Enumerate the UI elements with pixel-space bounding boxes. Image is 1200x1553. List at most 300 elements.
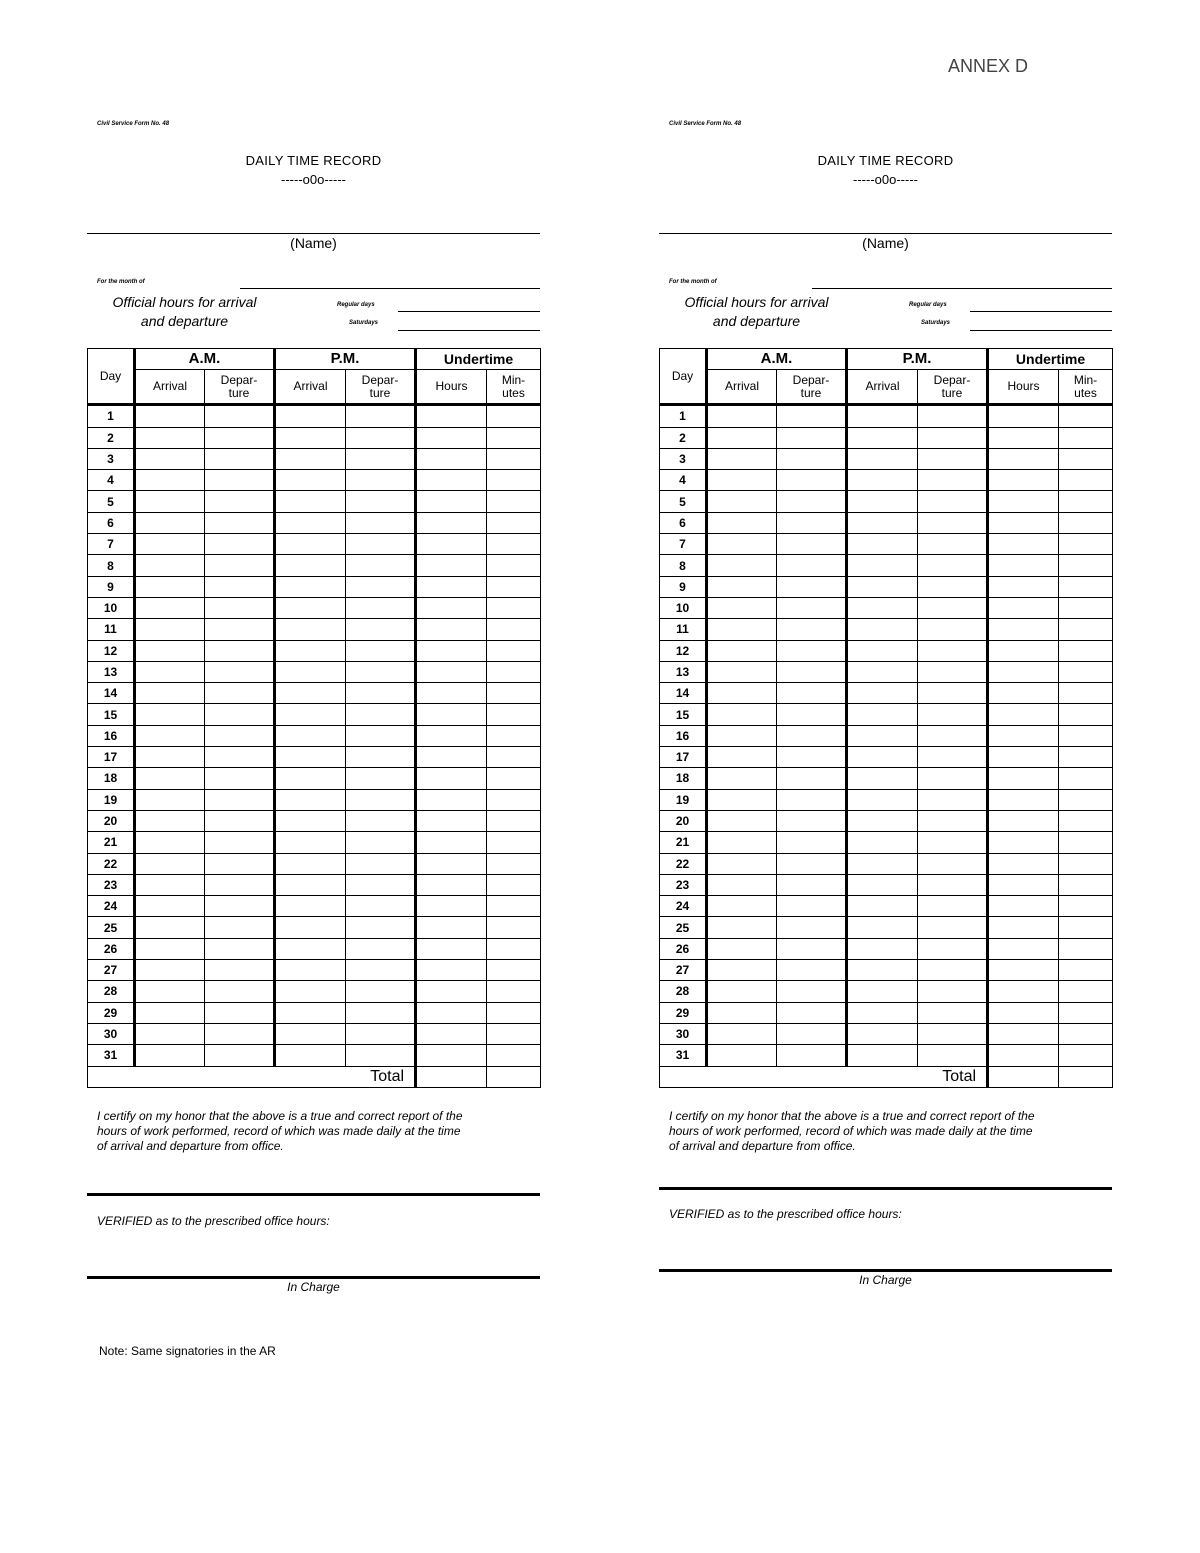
undertime-hours-cell[interactable] [988, 917, 1059, 938]
pm-arrival-cell[interactable] [275, 981, 346, 1002]
am-departure-cell[interactable] [205, 470, 275, 491]
pm-arrival-cell[interactable] [275, 938, 346, 959]
undertime-hours-cell[interactable] [988, 810, 1059, 831]
am-arrival-cell[interactable] [135, 832, 205, 853]
undertime-hours-cell[interactable] [988, 640, 1059, 661]
undertime-minutes-cell[interactable] [1059, 427, 1113, 448]
pm-arrival-cell[interactable] [847, 597, 918, 618]
am-arrival-cell[interactable] [707, 810, 777, 831]
total-hours-cell[interactable] [988, 1066, 1059, 1087]
undertime-hours-cell[interactable] [416, 576, 487, 597]
am-departure-cell[interactable] [777, 874, 847, 895]
pm-arrival-cell[interactable] [847, 661, 918, 682]
am-arrival-cell[interactable] [707, 1002, 777, 1023]
undertime-minutes-cell[interactable] [487, 960, 541, 981]
pm-arrival-cell[interactable] [275, 896, 346, 917]
pm-arrival-cell[interactable] [847, 725, 918, 746]
pm-arrival-cell[interactable] [275, 470, 346, 491]
undertime-hours-cell[interactable] [416, 853, 487, 874]
pm-arrival-cell[interactable] [275, 512, 346, 533]
undertime-minutes-cell[interactable] [1059, 512, 1113, 533]
am-departure-cell[interactable] [777, 704, 847, 725]
am-departure-cell[interactable] [205, 512, 275, 533]
am-arrival-cell[interactable] [707, 512, 777, 533]
am-arrival-cell[interactable] [707, 981, 777, 1002]
undertime-minutes-cell[interactable] [487, 768, 541, 789]
undertime-hours-cell[interactable] [988, 853, 1059, 874]
am-arrival-cell[interactable] [707, 747, 777, 768]
undertime-hours-cell[interactable] [988, 555, 1059, 576]
am-arrival-cell[interactable] [707, 874, 777, 895]
undertime-hours-cell[interactable] [416, 491, 487, 512]
am-arrival-cell[interactable] [135, 896, 205, 917]
pm-arrival-cell[interactable] [847, 874, 918, 895]
pm-departure-cell[interactable] [346, 768, 416, 789]
undertime-minutes-cell[interactable] [487, 512, 541, 533]
undertime-minutes-cell[interactable] [487, 1002, 541, 1023]
pm-departure-cell[interactable] [918, 597, 988, 618]
am-arrival-cell[interactable] [135, 917, 205, 938]
am-departure-cell[interactable] [205, 597, 275, 618]
undertime-minutes-cell[interactable] [487, 874, 541, 895]
am-arrival-cell[interactable] [135, 853, 205, 874]
am-departure-cell[interactable] [777, 938, 847, 959]
pm-arrival-cell[interactable] [275, 683, 346, 704]
undertime-hours-cell[interactable] [416, 832, 487, 853]
am-arrival-cell[interactable] [707, 597, 777, 618]
undertime-minutes-cell[interactable] [1059, 597, 1113, 618]
pm-departure-cell[interactable] [918, 789, 988, 810]
undertime-minutes-cell[interactable] [487, 405, 541, 427]
undertime-minutes-cell[interactable] [1059, 576, 1113, 597]
undertime-minutes-cell[interactable] [1059, 874, 1113, 895]
undertime-hours-cell[interactable] [988, 938, 1059, 959]
am-arrival-cell[interactable] [135, 512, 205, 533]
undertime-minutes-cell[interactable] [487, 725, 541, 746]
am-departure-cell[interactable] [205, 896, 275, 917]
undertime-minutes-cell[interactable] [487, 1023, 541, 1044]
pm-arrival-cell[interactable] [847, 768, 918, 789]
pm-departure-cell[interactable] [346, 896, 416, 917]
undertime-minutes-cell[interactable] [1059, 768, 1113, 789]
pm-departure-cell[interactable] [918, 619, 988, 640]
undertime-hours-cell[interactable] [988, 704, 1059, 725]
am-departure-cell[interactable] [777, 427, 847, 448]
am-departure-cell[interactable] [777, 661, 847, 682]
undertime-hours-cell[interactable] [988, 470, 1059, 491]
pm-departure-cell[interactable] [918, 640, 988, 661]
pm-departure-cell[interactable] [346, 640, 416, 661]
undertime-minutes-cell[interactable] [1059, 747, 1113, 768]
undertime-minutes-cell[interactable] [487, 661, 541, 682]
pm-departure-cell[interactable] [346, 661, 416, 682]
pm-departure-cell[interactable] [918, 1002, 988, 1023]
pm-departure-cell[interactable] [346, 725, 416, 746]
am-arrival-cell[interactable] [135, 555, 205, 576]
undertime-minutes-cell[interactable] [1059, 917, 1113, 938]
am-departure-cell[interactable] [205, 1002, 275, 1023]
am-arrival-cell[interactable] [135, 938, 205, 959]
am-arrival-cell[interactable] [135, 768, 205, 789]
pm-arrival-cell[interactable] [275, 405, 346, 427]
am-arrival-cell[interactable] [135, 683, 205, 704]
pm-arrival-cell[interactable] [275, 661, 346, 682]
pm-departure-cell[interactable] [918, 896, 988, 917]
am-departure-cell[interactable] [205, 576, 275, 597]
am-arrival-cell[interactable] [707, 832, 777, 853]
pm-departure-cell[interactable] [346, 512, 416, 533]
pm-departure-cell[interactable] [918, 534, 988, 555]
pm-departure-cell[interactable] [918, 832, 988, 853]
pm-arrival-cell[interactable] [275, 597, 346, 618]
undertime-minutes-cell[interactable] [487, 597, 541, 618]
pm-departure-cell[interactable] [918, 917, 988, 938]
undertime-hours-cell[interactable] [988, 576, 1059, 597]
total-minutes-cell[interactable] [1059, 1066, 1113, 1087]
pm-departure-cell[interactable] [346, 1002, 416, 1023]
undertime-minutes-cell[interactable] [1059, 534, 1113, 555]
pm-arrival-cell[interactable] [847, 981, 918, 1002]
pm-arrival-cell[interactable] [847, 789, 918, 810]
pm-departure-cell[interactable] [346, 448, 416, 469]
pm-arrival-cell[interactable] [847, 747, 918, 768]
pm-arrival-cell[interactable] [275, 1023, 346, 1044]
undertime-hours-cell[interactable] [988, 683, 1059, 704]
undertime-hours-cell[interactable] [988, 1023, 1059, 1044]
undertime-hours-cell[interactable] [988, 512, 1059, 533]
am-departure-cell[interactable] [205, 960, 275, 981]
undertime-hours-cell[interactable] [416, 555, 487, 576]
pm-departure-cell[interactable] [346, 491, 416, 512]
am-departure-cell[interactable] [777, 448, 847, 469]
am-arrival-cell[interactable] [707, 405, 777, 427]
am-arrival-cell[interactable] [135, 427, 205, 448]
undertime-minutes-cell[interactable] [487, 491, 541, 512]
undertime-hours-cell[interactable] [416, 1002, 487, 1023]
am-departure-cell[interactable] [205, 917, 275, 938]
am-departure-cell[interactable] [777, 512, 847, 533]
am-arrival-cell[interactable] [707, 534, 777, 555]
pm-arrival-cell[interactable] [275, 555, 346, 576]
pm-arrival-cell[interactable] [275, 853, 346, 874]
undertime-minutes-cell[interactable] [1059, 832, 1113, 853]
undertime-hours-cell[interactable] [988, 448, 1059, 469]
undertime-hours-cell[interactable] [416, 661, 487, 682]
am-departure-cell[interactable] [205, 789, 275, 810]
am-departure-cell[interactable] [777, 640, 847, 661]
am-departure-cell[interactable] [205, 491, 275, 512]
undertime-hours-cell[interactable] [416, 1023, 487, 1044]
pm-arrival-cell[interactable] [275, 619, 346, 640]
am-departure-cell[interactable] [777, 534, 847, 555]
undertime-minutes-cell[interactable] [487, 534, 541, 555]
am-departure-cell[interactable] [205, 981, 275, 1002]
pm-arrival-cell[interactable] [275, 640, 346, 661]
pm-departure-cell[interactable] [346, 405, 416, 427]
undertime-hours-cell[interactable] [416, 1045, 487, 1066]
undertime-hours-cell[interactable] [988, 597, 1059, 618]
undertime-minutes-cell[interactable] [1059, 810, 1113, 831]
pm-arrival-cell[interactable] [847, 1023, 918, 1044]
pm-arrival-cell[interactable] [275, 810, 346, 831]
am-arrival-cell[interactable] [135, 661, 205, 682]
undertime-hours-cell[interactable] [416, 683, 487, 704]
undertime-hours-cell[interactable] [988, 789, 1059, 810]
pm-arrival-cell[interactable] [275, 534, 346, 555]
am-arrival-cell[interactable] [707, 896, 777, 917]
am-departure-cell[interactable] [205, 747, 275, 768]
am-departure-cell[interactable] [777, 1023, 847, 1044]
am-arrival-cell[interactable] [135, 470, 205, 491]
pm-arrival-cell[interactable] [847, 427, 918, 448]
am-arrival-cell[interactable] [135, 491, 205, 512]
am-departure-cell[interactable] [205, 448, 275, 469]
am-departure-cell[interactable] [205, 810, 275, 831]
undertime-minutes-cell[interactable] [487, 853, 541, 874]
undertime-hours-cell[interactable] [416, 960, 487, 981]
undertime-hours-cell[interactable] [416, 789, 487, 810]
pm-arrival-cell[interactable] [275, 704, 346, 725]
undertime-hours-cell[interactable] [416, 810, 487, 831]
am-departure-cell[interactable] [205, 405, 275, 427]
am-departure-cell[interactable] [777, 981, 847, 1002]
am-departure-cell[interactable] [777, 555, 847, 576]
pm-departure-cell[interactable] [918, 725, 988, 746]
pm-arrival-cell[interactable] [275, 832, 346, 853]
pm-arrival-cell[interactable] [847, 576, 918, 597]
undertime-minutes-cell[interactable] [1059, 640, 1113, 661]
am-departure-cell[interactable] [205, 427, 275, 448]
am-arrival-cell[interactable] [707, 683, 777, 704]
undertime-minutes-cell[interactable] [1059, 981, 1113, 1002]
undertime-hours-cell[interactable] [416, 619, 487, 640]
undertime-hours-cell[interactable] [988, 405, 1059, 427]
am-departure-cell[interactable] [777, 768, 847, 789]
am-arrival-cell[interactable] [135, 619, 205, 640]
pm-arrival-cell[interactable] [847, 640, 918, 661]
am-arrival-cell[interactable] [707, 768, 777, 789]
undertime-minutes-cell[interactable] [1059, 1023, 1113, 1044]
undertime-minutes-cell[interactable] [1059, 1002, 1113, 1023]
total-hours-cell[interactable] [416, 1066, 487, 1087]
undertime-hours-cell[interactable] [988, 725, 1059, 746]
undertime-hours-cell[interactable] [988, 1045, 1059, 1066]
am-arrival-cell[interactable] [135, 1023, 205, 1044]
pm-departure-cell[interactable] [918, 960, 988, 981]
undertime-hours-cell[interactable] [416, 704, 487, 725]
pm-arrival-cell[interactable] [847, 917, 918, 938]
am-departure-cell[interactable] [205, 938, 275, 959]
undertime-hours-cell[interactable] [988, 747, 1059, 768]
pm-departure-cell[interactable] [346, 470, 416, 491]
pm-arrival-cell[interactable] [275, 725, 346, 746]
undertime-minutes-cell[interactable] [487, 938, 541, 959]
pm-departure-cell[interactable] [918, 405, 988, 427]
am-arrival-cell[interactable] [135, 960, 205, 981]
undertime-minutes-cell[interactable] [487, 640, 541, 661]
pm-departure-cell[interactable] [346, 534, 416, 555]
pm-departure-cell[interactable] [346, 619, 416, 640]
am-arrival-cell[interactable] [135, 448, 205, 469]
undertime-minutes-cell[interactable] [1059, 896, 1113, 917]
pm-departure-cell[interactable] [346, 938, 416, 959]
am-departure-cell[interactable] [777, 960, 847, 981]
pm-arrival-cell[interactable] [847, 534, 918, 555]
am-arrival-cell[interactable] [707, 938, 777, 959]
am-departure-cell[interactable] [777, 917, 847, 938]
undertime-hours-cell[interactable] [416, 427, 487, 448]
am-departure-cell[interactable] [777, 491, 847, 512]
am-arrival-cell[interactable] [707, 619, 777, 640]
pm-arrival-cell[interactable] [275, 1002, 346, 1023]
pm-departure-cell[interactable] [346, 874, 416, 895]
undertime-hours-cell[interactable] [416, 405, 487, 427]
pm-departure-cell[interactable] [918, 981, 988, 1002]
undertime-minutes-cell[interactable] [487, 896, 541, 917]
am-arrival-cell[interactable] [135, 747, 205, 768]
pm-arrival-cell[interactable] [847, 853, 918, 874]
am-arrival-cell[interactable] [707, 704, 777, 725]
am-arrival-cell[interactable] [707, 853, 777, 874]
pm-arrival-cell[interactable] [275, 427, 346, 448]
undertime-minutes-cell[interactable] [487, 576, 541, 597]
undertime-hours-cell[interactable] [416, 597, 487, 618]
pm-arrival-cell[interactable] [847, 491, 918, 512]
am-arrival-cell[interactable] [135, 640, 205, 661]
undertime-minutes-cell[interactable] [1059, 853, 1113, 874]
am-arrival-cell[interactable] [135, 981, 205, 1002]
undertime-hours-cell[interactable] [988, 981, 1059, 1002]
undertime-hours-cell[interactable] [988, 832, 1059, 853]
undertime-minutes-cell[interactable] [1059, 491, 1113, 512]
pm-departure-cell[interactable] [918, 683, 988, 704]
undertime-hours-cell[interactable] [416, 725, 487, 746]
pm-departure-cell[interactable] [918, 747, 988, 768]
pm-departure-cell[interactable] [346, 853, 416, 874]
am-arrival-cell[interactable] [707, 661, 777, 682]
am-departure-cell[interactable] [777, 1045, 847, 1066]
am-departure-cell[interactable] [205, 683, 275, 704]
pm-arrival-cell[interactable] [275, 1045, 346, 1066]
undertime-hours-cell[interactable] [988, 960, 1059, 981]
undertime-minutes-cell[interactable] [487, 789, 541, 810]
pm-departure-cell[interactable] [918, 470, 988, 491]
pm-departure-cell[interactable] [918, 448, 988, 469]
undertime-minutes-cell[interactable] [1059, 938, 1113, 959]
am-departure-cell[interactable] [205, 704, 275, 725]
pm-arrival-cell[interactable] [847, 1002, 918, 1023]
am-departure-cell[interactable] [777, 1002, 847, 1023]
pm-arrival-cell[interactable] [847, 810, 918, 831]
am-arrival-cell[interactable] [135, 704, 205, 725]
undertime-hours-cell[interactable] [416, 768, 487, 789]
pm-departure-cell[interactable] [346, 810, 416, 831]
pm-departure-cell[interactable] [346, 1045, 416, 1066]
undertime-hours-cell[interactable] [416, 747, 487, 768]
am-departure-cell[interactable] [777, 597, 847, 618]
undertime-hours-cell[interactable] [416, 938, 487, 959]
undertime-hours-cell[interactable] [988, 491, 1059, 512]
am-departure-cell[interactable] [777, 810, 847, 831]
am-arrival-cell[interactable] [135, 789, 205, 810]
am-arrival-cell[interactable] [135, 1045, 205, 1066]
pm-departure-cell[interactable] [918, 874, 988, 895]
pm-arrival-cell[interactable] [847, 619, 918, 640]
am-departure-cell[interactable] [777, 853, 847, 874]
pm-departure-cell[interactable] [346, 1023, 416, 1044]
undertime-minutes-cell[interactable] [487, 810, 541, 831]
pm-arrival-cell[interactable] [847, 448, 918, 469]
undertime-hours-cell[interactable] [416, 896, 487, 917]
am-arrival-cell[interactable] [707, 576, 777, 597]
pm-arrival-cell[interactable] [847, 960, 918, 981]
am-arrival-cell[interactable] [707, 555, 777, 576]
pm-departure-cell[interactable] [346, 427, 416, 448]
am-arrival-cell[interactable] [135, 810, 205, 831]
undertime-minutes-cell[interactable] [487, 619, 541, 640]
pm-arrival-cell[interactable] [847, 512, 918, 533]
undertime-minutes-cell[interactable] [487, 981, 541, 1002]
am-arrival-cell[interactable] [135, 725, 205, 746]
undertime-hours-cell[interactable] [988, 619, 1059, 640]
am-departure-cell[interactable] [205, 725, 275, 746]
am-departure-cell[interactable] [205, 534, 275, 555]
pm-departure-cell[interactable] [346, 704, 416, 725]
am-departure-cell[interactable] [777, 725, 847, 746]
am-arrival-cell[interactable] [135, 1002, 205, 1023]
undertime-minutes-cell[interactable] [1059, 619, 1113, 640]
undertime-minutes-cell[interactable] [487, 747, 541, 768]
pm-arrival-cell[interactable] [275, 789, 346, 810]
am-departure-cell[interactable] [777, 832, 847, 853]
am-arrival-cell[interactable] [707, 491, 777, 512]
undertime-minutes-cell[interactable] [1059, 1045, 1113, 1066]
pm-arrival-cell[interactable] [847, 896, 918, 917]
pm-arrival-cell[interactable] [847, 683, 918, 704]
pm-departure-cell[interactable] [346, 789, 416, 810]
undertime-minutes-cell[interactable] [1059, 704, 1113, 725]
am-departure-cell[interactable] [205, 619, 275, 640]
undertime-minutes-cell[interactable] [1059, 960, 1113, 981]
am-departure-cell[interactable] [777, 576, 847, 597]
am-departure-cell[interactable] [777, 747, 847, 768]
undertime-minutes-cell[interactable] [1059, 725, 1113, 746]
pm-arrival-cell[interactable] [275, 491, 346, 512]
undertime-minutes-cell[interactable] [487, 470, 541, 491]
pm-departure-cell[interactable] [918, 661, 988, 682]
am-arrival-cell[interactable] [707, 725, 777, 746]
pm-departure-cell[interactable] [346, 747, 416, 768]
am-arrival-cell[interactable] [707, 917, 777, 938]
am-arrival-cell[interactable] [707, 448, 777, 469]
am-departure-cell[interactable] [205, 640, 275, 661]
undertime-minutes-cell[interactable] [487, 1045, 541, 1066]
undertime-minutes-cell[interactable] [487, 832, 541, 853]
pm-departure-cell[interactable] [918, 576, 988, 597]
undertime-minutes-cell[interactable] [1059, 470, 1113, 491]
pm-arrival-cell[interactable] [275, 917, 346, 938]
undertime-minutes-cell[interactable] [1059, 789, 1113, 810]
pm-arrival-cell[interactable] [847, 938, 918, 959]
pm-departure-cell[interactable] [918, 853, 988, 874]
pm-arrival-cell[interactable] [275, 576, 346, 597]
undertime-minutes-cell[interactable] [487, 683, 541, 704]
am-departure-cell[interactable] [777, 470, 847, 491]
am-arrival-cell[interactable] [135, 874, 205, 895]
undertime-minutes-cell[interactable] [487, 448, 541, 469]
pm-departure-cell[interactable] [918, 555, 988, 576]
am-departure-cell[interactable] [205, 832, 275, 853]
